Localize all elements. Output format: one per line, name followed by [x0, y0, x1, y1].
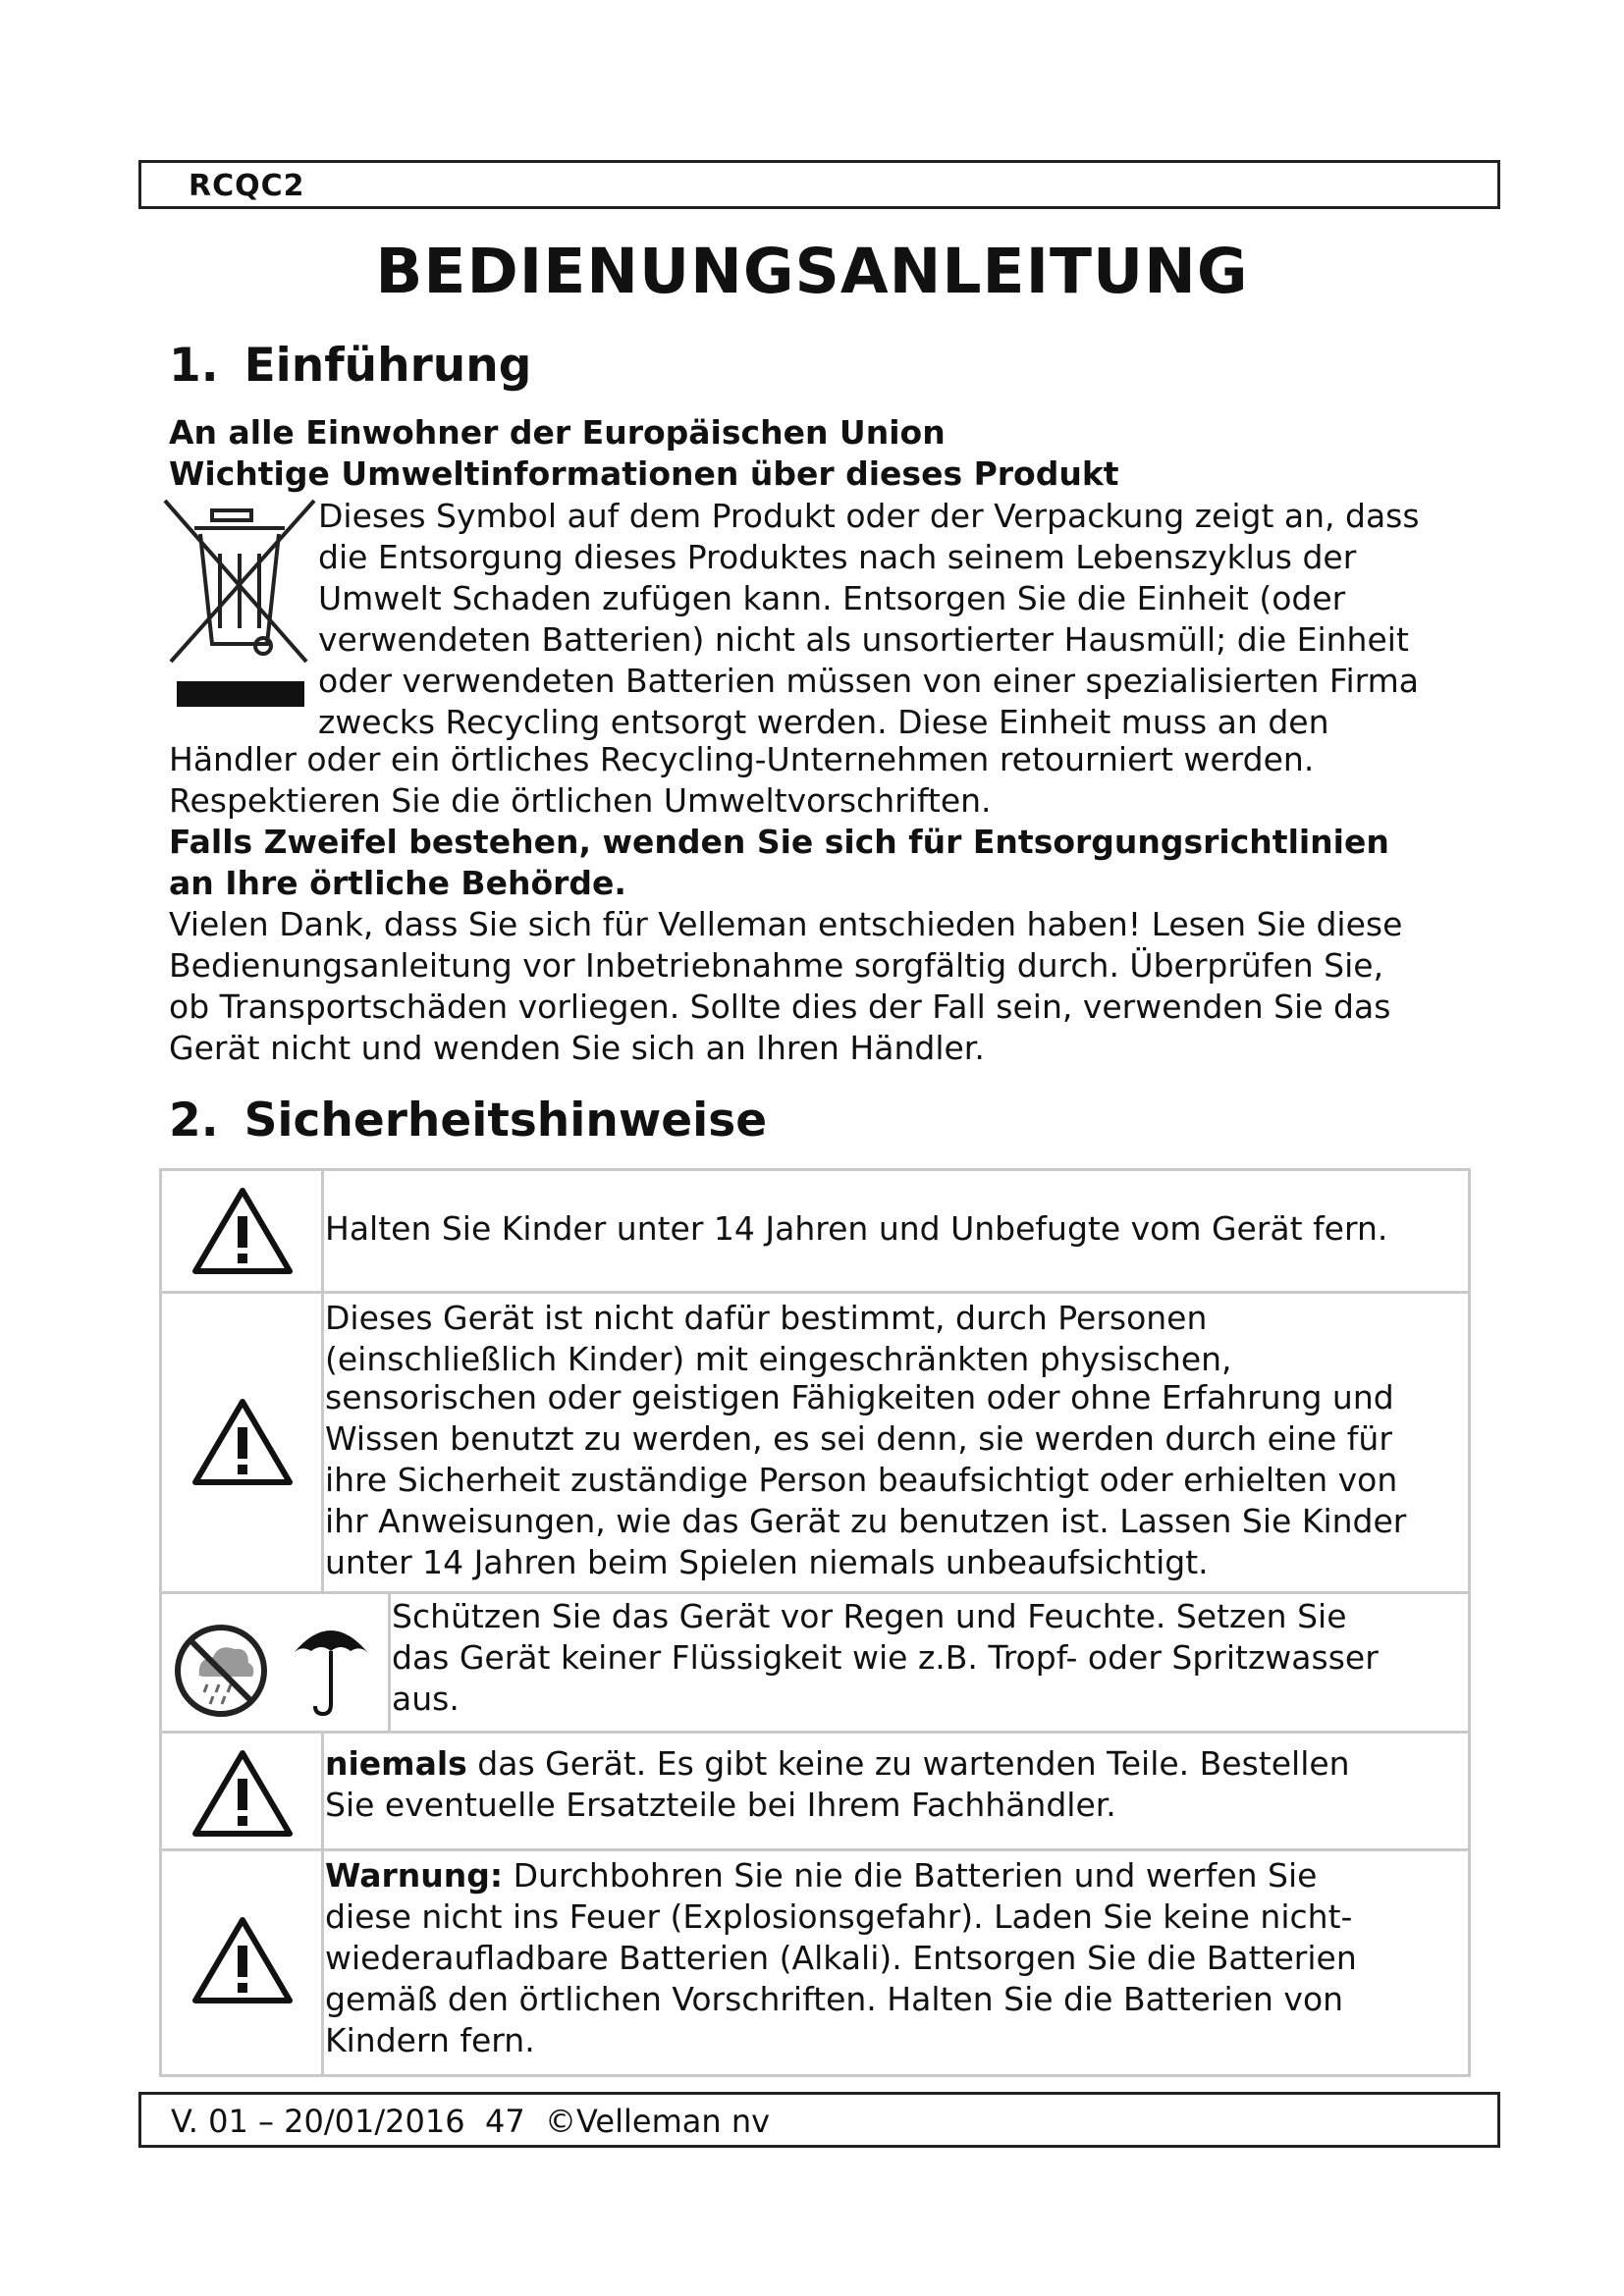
safety-line-rest: Durchbohren Sie nie die Batterien und werfen Sie	[503, 1856, 1318, 1895]
section-2-heading	[169, 1094, 767, 1148]
thank-you-line: Gerät nicht und wenden Sie sich an Ihren Händler.	[169, 1029, 985, 1067]
footer-page-number: 47	[484, 2103, 525, 2140]
safety-row	[162, 1171, 1468, 1291]
icon-cell	[162, 1734, 324, 1848]
safety-bold-lead: Warnung:	[325, 1856, 504, 1895]
weee-text-line: Händler oder ein örtliches Recycling-Unternehmen retourniert werden.	[169, 740, 1315, 778]
safety-row	[162, 1848, 1468, 2074]
safety-row	[162, 1291, 1468, 1591]
section-2-number: 2.	[169, 1094, 219, 1148]
thank-you-line: ob Transportschäden vorliegen. Sollte dies der Fall sein, verwenden Sie das	[169, 988, 1391, 1026]
thank-you-line: Vielen Dank, dass Sie sich für Velleman entschieden haben! Lesen Sie diese	[169, 905, 1403, 943]
disposal-note-line: an Ihre örtliche Behörde.	[169, 864, 626, 902]
icon-cell	[162, 1851, 324, 2074]
safety-text-line	[325, 1743, 1350, 1785]
environment-info-heading: Wichtige Umweltinformationen über dieses Produkt	[169, 454, 1119, 493]
safety-text-line: Kindern fern.	[325, 2021, 535, 2059]
footer-copyright: ©Velleman nv	[545, 2103, 771, 2140]
footer-version: V. 01 – 20/01/2016	[171, 2103, 465, 2140]
footer-text	[171, 2103, 770, 2140]
disposal-note-line: Falls Zweifel bestehen, wenden Sie sich für Entsorgungsrichtlinien	[169, 823, 1389, 861]
weee-text-line: oder verwendeten Batterien müssen von einer spezialisierten Firma	[318, 662, 1419, 700]
section-1-title: Einführung	[244, 339, 532, 393]
footer-box	[138, 2092, 1500, 2148]
safety-text-line: unter 14 Jahren beim Spielen niemals unbeaufsichtigt.	[325, 1543, 1209, 1581]
icon-cell	[162, 1294, 324, 1591]
section-2-title: Sicherheitshinweise	[244, 1094, 768, 1148]
section-1-heading	[169, 339, 531, 393]
safety-text-line	[325, 1855, 1317, 1896]
safety-text-line: (einschließlich Kinder) mit eingeschränkten physischen,	[325, 1340, 1232, 1378]
safety-text-line: Sie eventuelle Ersatzteile bei Ihrem Fachhändler.	[325, 1786, 1116, 1824]
warning-triangle-icon	[191, 1185, 294, 1277]
weee-text-line: verwendeten Batterien) nicht als unsortierter Hausmüll; die Einheit	[318, 620, 1409, 659]
safety-text-line: Dieses Gerät ist nicht dafür bestimmt, durch Personen	[325, 1299, 1208, 1337]
page-title: BEDIENUNGSANLEITUNG	[375, 236, 1249, 307]
safety-text-line: Halten Sie Kinder unter 14 Jahren und Unbefugte vom Gerät fern.	[325, 1209, 1388, 1248]
section-1-number: 1.	[169, 339, 219, 393]
weee-text-line: zwecks Recycling entsorgt werden. Diese Einheit muss an den	[318, 703, 1329, 741]
safety-text-line: Wissen benutzt zu werden, es sei denn, sie werden durch eine für	[325, 1419, 1392, 1458]
safety-text-line: das Gerät keiner Flüssigkeit wie z.B. Tropf- oder Spritzwasser	[392, 1638, 1379, 1677]
weee-text-line: Dieses Symbol auf dem Produkt oder der Verpackung zeigt an, dass	[318, 497, 1420, 535]
safety-text-line: diese nicht ins Feuer (Explosionsgefahr). Laden Sie keine nicht-	[325, 1897, 1353, 1936]
crossed-out-wheelie-bin-icon	[161, 499, 318, 717]
umbrella-icon	[290, 1614, 372, 1720]
safety-text-line: wiederaufladbare Batterien (Alkali). Entsorgen Sie die Batterien	[325, 1939, 1357, 1977]
safety-line-rest: das Gerät. Es gibt keine zu wartenden Teile. Bestellen	[466, 1744, 1350, 1783]
warning-triangle-icon	[191, 1747, 294, 1840]
safety-text-line: gemäß den örtlichen Vorschriften. Halten Sie die Batterien von	[325, 1980, 1344, 2018]
safety-text-line: sensorischen oder geistigen Fähigkeiten oder ohne Erfahrung und	[325, 1378, 1394, 1416]
safety-row	[162, 1731, 1468, 1848]
weee-text-line: Umwelt Schaden zufügen kann. Entsorgen Sie die Einheit (oder	[318, 579, 1346, 617]
warning-triangle-icon	[191, 1396, 294, 1488]
no-rain-icon	[172, 1622, 270, 1720]
safety-text-line: ihr Anweisungen, wie das Gerät zu benutzen ist. Lassen Sie Kinder	[325, 1502, 1407, 1540]
safety-text-line: ihre Sicherheit zuständige Person beaufsichtigt oder erhielten von	[325, 1461, 1398, 1499]
safety-row	[162, 1591, 1468, 1731]
safety-text-line: aus.	[392, 1680, 460, 1718]
thank-you-line: Bedienungsanleitung vor Inbetriebnahme sorgfältig durch. Überprüfen Sie,	[169, 946, 1384, 985]
icon-cell	[162, 1171, 324, 1291]
model-number: RCQC2	[189, 169, 305, 203]
eu-residents-heading: An alle Einwohner der Europäischen Union	[169, 413, 946, 452]
header-box	[138, 160, 1500, 209]
safety-table	[159, 1168, 1471, 2077]
icon-cell	[162, 1594, 391, 1731]
safety-text-line: Schützen Sie das Gerät vor Regen und Feuchte. Setzen Sie	[392, 1597, 1347, 1635]
weee-text-line: Respektieren Sie die örtlichen Umweltvorschriften.	[169, 781, 992, 820]
weee-text-line: die Entsorgung dieses Produktes nach seinem Lebenszyklus der	[318, 538, 1357, 576]
safety-bold-lead: niemals	[325, 1744, 467, 1783]
warning-triangle-icon	[191, 1914, 294, 2006]
